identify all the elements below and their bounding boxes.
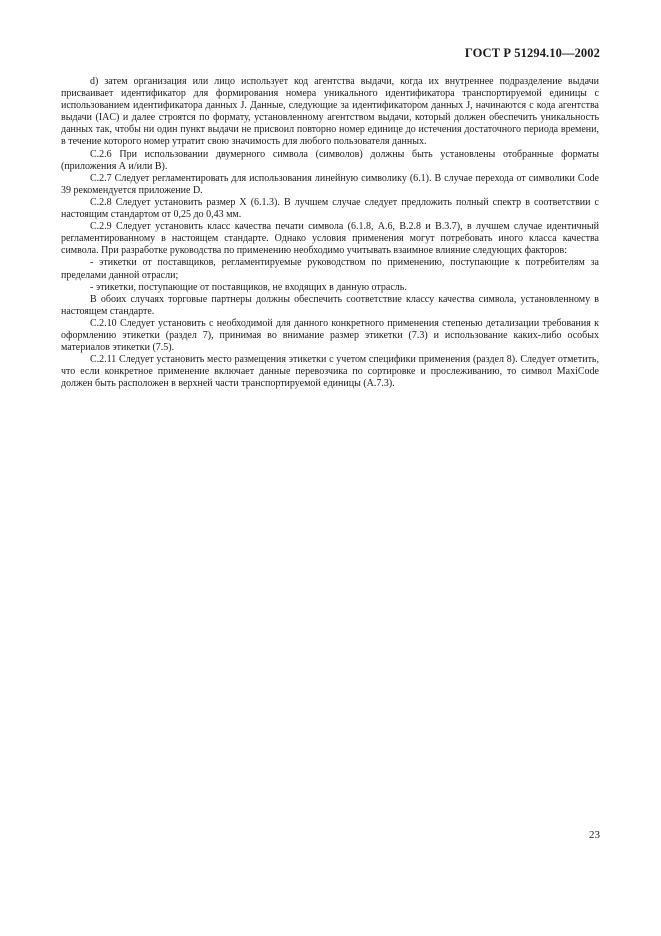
paragraph-both-cases: В обоих случаях торговые партнеры должны обеспечить соответствие классу качества символа, установленному в настоящем стандарте. <box>61 293 599 317</box>
list-item-supplier-labels: - этикетки от поставщиков, регламентируемые руководством по применению, поступающие к потребителям за пределами данной отрасли; <box>61 257 599 281</box>
paragraph-c-2-9: С.2.9 Следует установить класс качества печати символа (6.1.8, А.6, В.2.8 и В.3.7), в лучшем случае идентичный регламентированному в настоящем стандарте. Однако условия применения могут потребовать иного класса качества символа. При разработке руководства по применению необходимо учитывать взаимное влияние следующих факторов: <box>61 221 599 257</box>
paragraph-c-2-10: С.2.10 Следует установить с необходимой для данного конкретного применения степенью детализации требования к оформлению этикетки (раздел 7), принимая во внимание размер этикетки (7.3) и использование каких-либо особых материалов этикетки (7.5). <box>61 317 599 354</box>
paragraph-c-2-11: С.2.11 Следует установить место размещения этикетки с учетом специфики применения (раздел 8). Следует отметить, что если конкретное применение включает данные перевозчика по сортировке и прослеживанию, то символ MaxiCode должен быть расположен в верхней части транспортируемой единицы (А.7.3). <box>61 354 599 390</box>
paragraph-c-2-7: С.2.7 Следует регламентировать для использования линейную символику (6.1). В случае перехода от символики Code 39 рекомендуется приложение D. <box>61 172 599 196</box>
page-number: 23 <box>589 829 600 841</box>
paragraph-c-2-6: С.2.6 При использовании двумерного символа (символов) должны быть установлены отобранные форматы (приложения А и/или В). <box>61 148 599 172</box>
standard-header: ГОСТ Р 51294.10—2002 <box>464 46 600 60</box>
paragraph-d-agency-code: d) затем организация или лицо использует код агентства выдачи, когда их внутреннее подразделение выдачи присваивает идентификатор для формирования номера уникального идентификатора транспортируемой единицы с использованием идентификатора данных J. Данные, следующие за идентификатором данных J, начинаются с кода агентства выдачи (IAC) и далее строятся по формату, установленному агентством выдачи, который должен обеспечить уникальность данных так, чтобы ни один пункт выдачи не присвоил повторно номер единице до истечения достаточного периода времени, в течение которого номер утратит свою значимость для любого пользователя данных. <box>61 76 599 148</box>
document-body <box>61 76 599 390</box>
list-item-external-labels: - этикетки, поступающие от поставщиков, не входящих в данную отрасль. <box>90 281 407 293</box>
paragraph-c-2-8: С.2.8 Следует установить размер X (6.1.3). В лучшем случае следует предложить полный спектр в соответствии с настоящим стандартом от 0,25 до 0,43 мм. <box>61 196 599 221</box>
